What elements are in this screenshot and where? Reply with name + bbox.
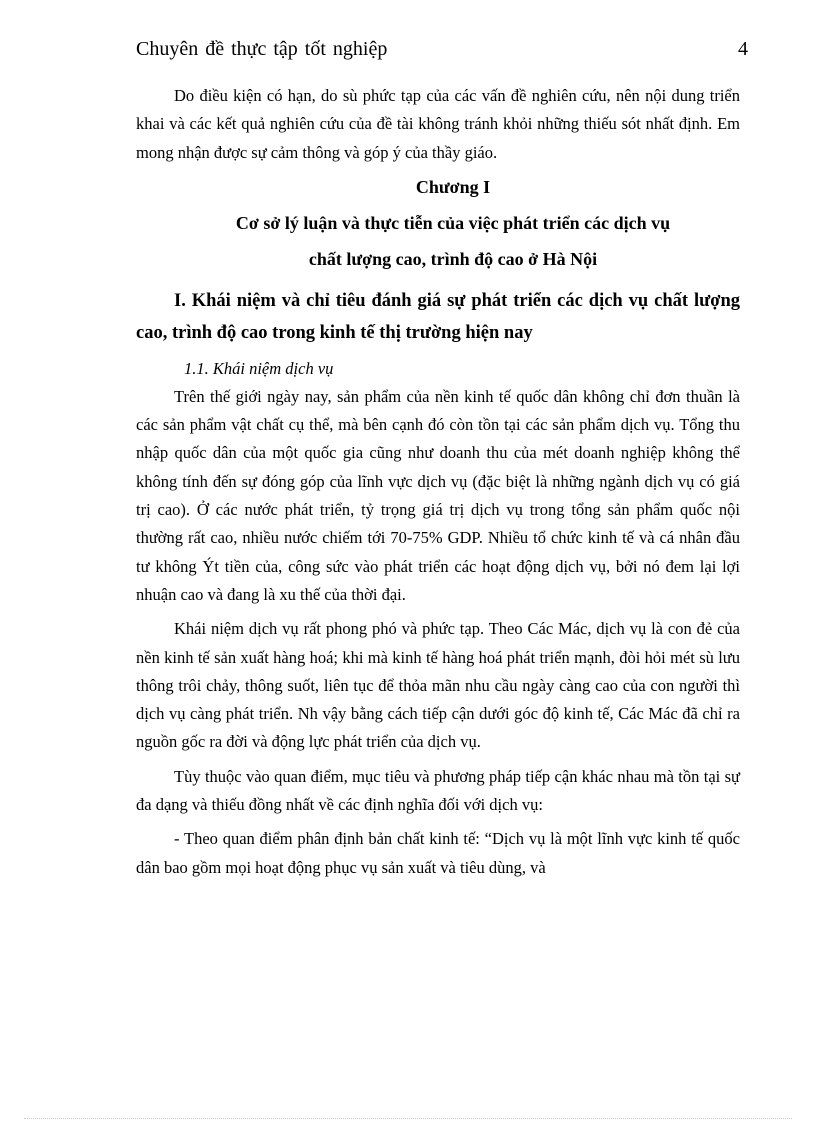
chapter-title (136, 205, 740, 277)
body-paragraph-1: Trên thế giới ngày nay, sản phẩm của nền kinh tế quốc dân không chỉ đơn thuần là các sản phẩm vật chất cụ thể, mà bên cạnh đó còn tồn tại các sản phẩm dịch vụ. Tổng thu nhập quốc dân của một quốc gia cũng như doanh thu của mét doanh nghiệp không thể không tính đến sự đóng góp của lĩnh vực dịch vụ (đặc biệt là những ngành dịch vụ có giá trị cao). Ở các nước phát triển, tỷ trọng giá trị dịch vụ trong tổng sản phẩm quốc nội thường rất cao, nhiều nước chiếm tới 70-75% GDP. Nhiều tổ chức kinh tế và cá nhân đầu tư không Ýt tiền của, công sức vào phát triển các hoạt động dịch vụ, bởi nó đem lại lợi nhuận cao và đang là xu thế của thời đại. (136, 386, 740, 604)
body-paragraph-2: Khái niệm dịch vụ rất phong phó và phức tạp. Theo Các Mác, dịch vụ là con đẻ của nền kinh tế sản xuất hàng hoá; khi mà kinh tế hàng hoá phát triển mạnh, đòi hỏi mét sù lưu thông trôi chảy, thông suốt, liên tục để thỏa mãn nhu cầu ngày càng cao của con người thì dịch vụ càng phát triển. Nh vậy bằng cách tiếp cận dưới góc độ kinh tế, Các Mác đã chỉ ra nguồn gốc ra đời và động lực phát triển của dịch vụ. (136, 619, 740, 752)
body-paragraph-4: - Theo quan điểm phân định bản chất kinh tế: “Dịch vụ là một lĩnh vực kinh tế quốc dân bao gồm mọi hoạt động phục vụ sản xuất và tiêu dùng, và (136, 829, 740, 877)
chapter-label: Chương I (415, 176, 491, 197)
document-body (136, 82, 740, 882)
header-title: Chuyên đề thực tập tốt nghiệp (136, 38, 388, 60)
page-header (136, 38, 748, 66)
page-number: 4 (738, 38, 748, 60)
intro-paragraph: Do điều kiện có hạn, do sù phức tạp của các vấn đề nghiên cứu, nên nội dung triển khai và các kết quả nghiên cứu của đề tài không tránh khỏi những thiếu sót nhất định. Em mong nhận được sự cảm thông và góp ý của thầy giáo. (136, 86, 740, 162)
chapter-title-line-2: chất lượng cao, trình độ cao ở Hà Nội (308, 248, 598, 269)
section-heading: I. Khái niệm và chỉ tiêu đánh giá sự phát triển các dịch vụ chất lượng cao, trình độ cao trong kinh tế thị trường hiện nay (136, 290, 740, 343)
body-paragraph-3: Tùy thuộc vào quan điểm, mục tiêu và phương pháp tiếp cận khác nhau mà tồn tại sự đa dạng và thiếu đồng nhất về các định nghĩa đối với dịch vụ: (136, 766, 740, 815)
chapter-title-line-1: Cơ sở lý luận và thực tiễn của việc phát triển các dịch vụ (235, 212, 671, 233)
page-bottom-divider (24, 1118, 792, 1119)
subsection-heading: 1.1. Khái niệm dịch vụ (184, 358, 334, 378)
